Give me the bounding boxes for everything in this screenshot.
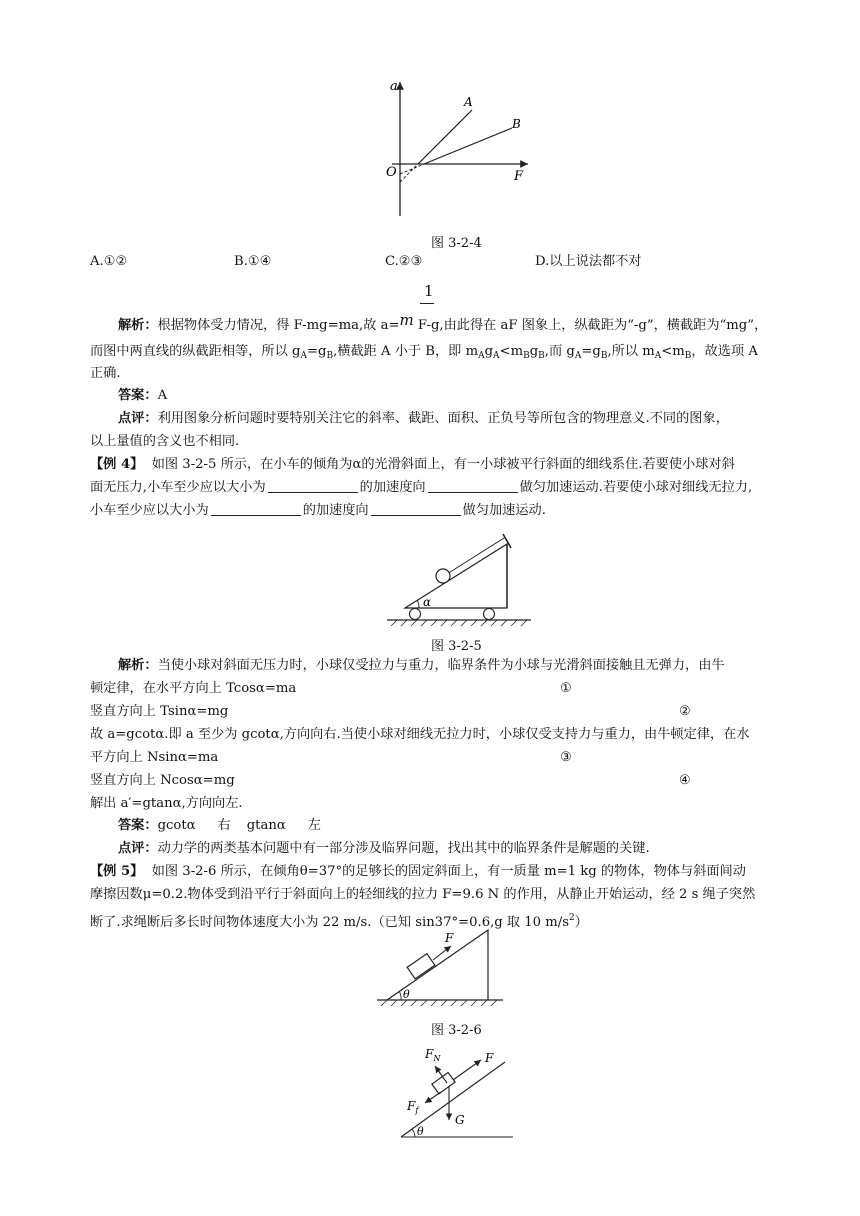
example4-line2b: 的加速度向 [359,480,426,495]
example4-line1 [90,454,735,476]
fraction-bar [420,303,434,304]
answer1 [118,385,167,407]
analysis2-line6: 竖直方向上 Ncosα=mg [90,773,235,788]
analysis1-line1-pre: 根据物体受力情况，得 F-mg=ma,故 a= [157,318,400,333]
analysis2-label: 解析： [118,658,158,673]
eq-num-4: ④ [679,773,691,788]
comment1-line2: 以上量值的含义也不相同. [90,434,240,449]
label-line-b: B [512,117,521,131]
analysis2-line1 [118,655,725,677]
ground-hatch [391,620,527,626]
label-ff: $F_f$ [406,1099,420,1115]
answer2 [118,815,321,837]
label-f: F [485,1051,494,1065]
line-b [424,128,512,164]
caption-3-2-4: 图 3-2-4 [431,236,482,251]
analysis2-line7: 解出 a′=gtanα,方向向左. [90,796,243,811]
answer2-v3: gtanα [246,818,286,833]
eq-num-1: ① [560,681,572,696]
label-a-axis: a [390,79,398,94]
answer2-v1: gcotα [157,818,196,833]
figure-3-2-5 [385,530,535,630]
caption-3-2-5: 图 3-2-5 [431,639,482,654]
label-f: F [445,931,454,945]
blank-1[interactable] [268,478,358,493]
comment1-text1: 利用图象分析问题时要特别关注它的斜率、截距、面积、正负号等所包含的物理意义.不同的图象， [157,411,729,426]
comment2-text1: 动力学的两类基本问题中有一部分涉及临界问题，找出其中的临界条件是解题的关键. [157,841,650,856]
force-ff-arrow [425,1092,441,1103]
label-g: G [455,1113,465,1127]
cart-body [405,544,507,608]
answer2-v2: 右 [217,818,231,833]
comment1-line1 [118,408,729,430]
example4-line2c: 做匀加速运动.若要使小球对细线无拉力, [519,480,753,495]
answer2-v4: 左 [307,818,321,833]
example5-line3a: 断了.求绳断后多长时间物体速度大小为 22 m/s.（已知 sin37°=0.6,g 取 10 m/s [90,915,569,930]
example4-line3b: 的加速度向 [302,503,369,518]
ball [436,569,450,583]
example5-sup: 2 [568,913,575,923]
label-f-axis: F [514,169,524,184]
eq-num-2: ② [679,704,691,719]
analysis2-line2: 顿定律，在水平方向上 Tcosα=ma [90,681,297,696]
example4-text1: 如图 3-2-5 所示，在小车的倾角为α的光滑斜面上，有一小球被平行斜面的细线系住.若要使小球对斜 [151,457,735,472]
example4-line3 [90,500,546,522]
comment2-label: 点评： [118,841,158,856]
label-ff-sub: f [415,1106,419,1115]
label-theta: θ [403,988,410,1001]
blank-3[interactable] [211,501,301,516]
example5-tag: 【例 5】 [90,864,144,879]
eq-num-3: ③ [560,750,572,765]
example4-tag: 【例 4】 [90,457,144,472]
analysis1-label: 解析： [118,318,158,333]
analysis1-line1-post: F-g,由此得在 aF 图象上，纵截距为“-g”，横截距为“mg”， [413,318,768,333]
answer1-label: 答案： [118,388,158,403]
example5-line1 [90,861,746,883]
label-fn: $F_N$ [425,1047,441,1063]
label-alpha: α [423,595,432,609]
line-b-dashed [400,164,424,174]
example5-line3 [90,907,588,934]
blank-2[interactable] [428,478,518,493]
analysis1-m: m [399,311,414,329]
comment2-line1 [118,838,650,860]
block [432,1072,455,1093]
label-theta: θ [417,1125,424,1138]
analysis1-line3: 正确. [90,366,121,381]
figure-free-body [395,1040,520,1140]
label-line-a: A [464,95,473,109]
blank-4[interactable] [371,501,461,516]
analysis1-line1 [118,309,767,337]
example5-line3b: ） [574,915,588,930]
option-b: B.①④ [234,254,272,269]
example4-line2a: 面无压力,小车至少应以大小为 [90,480,266,495]
analysis1-line2: 而图中两直线的纵截距相等，所以 $g_A=g_B$,横截距 A 小于 B，即 $m_Ag_A<m_Bg_B$,而 $g_A=g_B$,所以 $m_A<m_B$，故选项 A [90,344,758,361]
label-fn-sub: N [433,1054,441,1063]
label-origin: O [386,165,397,180]
answer1-value: A [157,388,168,403]
example5-line2: 摩擦因数μ=0.2.物体受到沿平行于斜面向上的轻细线的拉力 F=9.6 N 的作用，从静止开始运动，经 2 s 绳子突然 [90,887,756,902]
example4-line2 [90,477,752,499]
example5-text1: 如图 3-2-6 所示，在倾角θ=37°的足够长的固定斜面上，有一质量 m=1 kg 的物体，物体与斜面间动 [151,864,746,879]
option-c: C.②③ [385,254,423,269]
example4-line3c: 做匀加速运动. [462,503,546,518]
caption-3-2-6: 图 3-2-6 [431,1023,482,1038]
force-f-arrow [453,1060,481,1080]
option-d: D.以上说法都不对 [535,254,642,269]
analysis2-text1: 当使小球对斜面无压力时，小球仅受拉力与重力，临界条件为小球与光滑斜面接触且无弹力，由牛 [157,658,725,673]
angle-arc [412,1129,415,1137]
fraction-numerator: 1 [424,282,434,300]
answer2-label: 答案： [118,818,158,833]
angle-arc [399,991,401,1000]
figure-3-2-6 [375,928,505,1016]
example4-line3a: 小车至少应以大小为 [90,503,209,518]
analysis2-line5: 平方向上 Nsinα=ma [90,750,219,765]
block [407,954,435,979]
comment1-label: 点评： [118,411,158,426]
wheel-right [484,609,495,620]
ground-hatch [381,1000,497,1006]
figure-3-2-4 [380,74,540,224]
option-a: A.①② [90,254,128,269]
wheel-left [410,609,421,620]
analysis2-line4: 故 a=gcotα.即 a 至少为 gcotα,方向向右.当使小球对细线无拉力时，小球仅受支持力与重力，由牛顿定律，在水 [90,727,750,742]
analysis2-line3: 竖直方向上 Tsinα=mg [90,704,229,719]
